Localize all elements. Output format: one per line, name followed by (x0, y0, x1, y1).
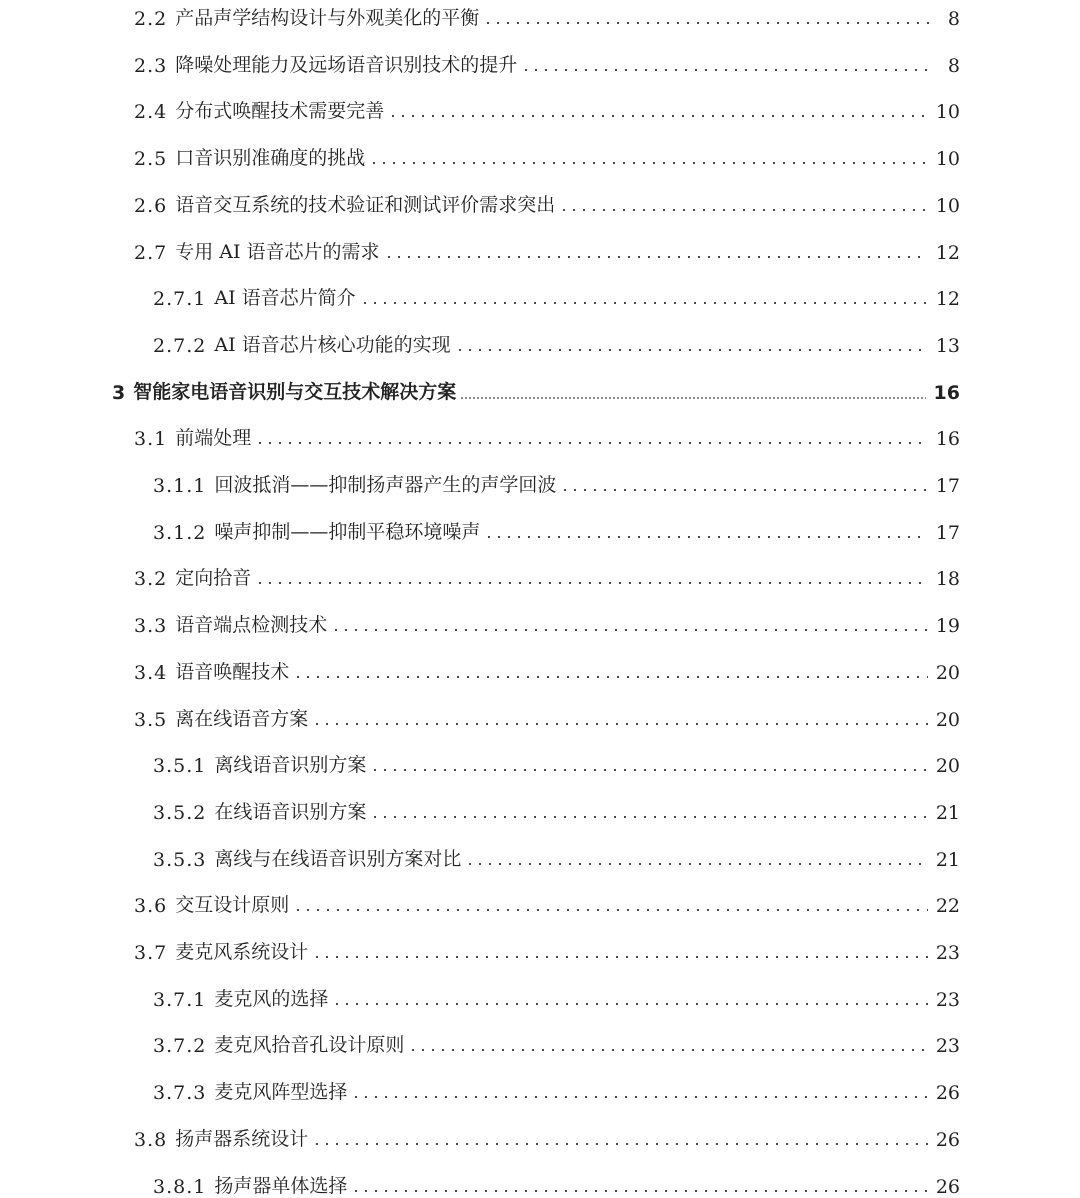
toc-entry-number: 3.1 (134, 428, 168, 451)
toc-entry-number: 3.6 (134, 895, 168, 918)
toc-dot-leader (370, 794, 927, 824)
toc-entry-number: 3.7.2 (153, 1035, 207, 1058)
toc-subsection-entry (153, 514, 960, 544)
toc-page-number: 23 (935, 988, 960, 1011)
toc-entry-number: 3.7.3 (153, 1082, 207, 1105)
toc-entry-number: 2.7.1 (153, 288, 207, 311)
toc-page-number: 12 (935, 241, 960, 264)
toc-entry-number: 2.7 (134, 241, 168, 264)
toc-dot-leader (360, 280, 928, 310)
toc-entry-number: 3.5.2 (153, 801, 207, 824)
toc-subsection-entry (153, 327, 960, 357)
toc-entry-number: 2.4 (134, 101, 168, 124)
toc-page-number: 18 (935, 568, 960, 591)
toc-entry-number: 3.5 (134, 708, 168, 731)
toc-entry-number: 3.5.1 (153, 755, 207, 778)
toc-entry-title: 交互设计原则 (175, 894, 290, 917)
toc-entry-title: 离线与在线语音识别方案对比 (214, 847, 462, 870)
toc-section-entry (134, 560, 960, 590)
toc-subsection-entry (153, 747, 960, 777)
toc-page-number: 10 (935, 194, 960, 217)
toc-page-number: 21 (935, 848, 960, 871)
toc-dot-leader (255, 420, 928, 450)
toc-dot-leader (332, 981, 927, 1011)
toc-subsection-entry (153, 1074, 960, 1104)
toc-entry-number: 3.4 (134, 661, 168, 684)
toc-dot-leader (312, 701, 928, 731)
toc-entry-number: 3 (112, 381, 126, 404)
toc-page-number: 16 (933, 381, 960, 404)
toc-dot-leader (460, 374, 925, 404)
toc-dot-leader (388, 93, 928, 123)
toc-entry-title: 定向拾音 (175, 567, 252, 590)
toc-entry-number: 2.7.2 (153, 334, 207, 357)
toc-section-entry (134, 887, 960, 917)
toc-entry-title: 离在线语音方案 (175, 707, 309, 730)
toc-entry-title: 麦克风拾音孔设计原则 (214, 1034, 405, 1057)
toc-dot-leader (521, 47, 930, 77)
toc-dot-leader (351, 1168, 927, 1198)
toc-entry-number: 2.3 (134, 54, 168, 77)
toc-subsection-entry (153, 981, 960, 1011)
toc-entry-title: 专用 AI 语音芯片的需求 (175, 240, 380, 263)
toc-dot-leader (331, 607, 928, 637)
toc-entry-title: 扬声器系统设计 (175, 1127, 309, 1150)
toc-dot-leader (484, 514, 927, 544)
toc-dot-leader (465, 841, 927, 871)
toc-page-number: 17 (935, 475, 960, 497)
toc-entry-title: 在线语音识别方案 (214, 800, 367, 823)
toc-entry-title: 语音交互系统的技术验证和测试评价需求突出 (175, 193, 556, 216)
toc-entry-title: 麦克风系统设计 (175, 941, 309, 963)
toc-entry-title: 分布式唤醒技术需要完善 (175, 100, 385, 123)
toc-page-number: 10 (935, 101, 960, 124)
toc-entry-title: 噪声抑制——抑制平稳环境噪声 (214, 520, 481, 543)
toc-entry-number: 3.3 (134, 615, 168, 638)
toc-section-entry (134, 47, 960, 77)
toc-entry-title: 前端处理 (175, 427, 252, 450)
toc-section-entry (134, 0, 960, 30)
toc-dot-leader (293, 887, 928, 917)
toc-entry-title: 语音唤醒技术 (175, 660, 290, 683)
toc-dot-leader (255, 560, 928, 590)
toc-dot-leader (351, 1074, 927, 1104)
toc-page-number: 13 (935, 334, 960, 357)
toc-page-number: 12 (935, 288, 960, 311)
toc-section-entry (134, 654, 960, 684)
toc-page-number: 26 (935, 1082, 960, 1105)
toc-entry-number: 2.2 (134, 8, 168, 30)
toc-page-number: 26 (935, 1128, 960, 1151)
toc-page-number: 26 (935, 1175, 960, 1198)
toc-dot-leader (312, 1121, 928, 1151)
toc-section-entry (134, 93, 960, 123)
toc-subsection-entry (153, 1027, 960, 1057)
toc-dot-leader (455, 327, 928, 357)
toc-entry-number: 3.8.1 (153, 1175, 207, 1198)
toc-page-number: 8 (947, 54, 960, 77)
toc-page-number: 23 (935, 1035, 960, 1058)
toc-entry-title: 降噪处理能力及远场语音识别技术的提升 (175, 53, 518, 76)
toc-page-number: 17 (935, 521, 960, 544)
toc-dot-leader (560, 467, 927, 497)
toc-dot-leader (370, 747, 927, 777)
toc-page-number: 21 (935, 801, 960, 824)
toc-section-entry (134, 140, 960, 170)
toc-dot-leader (369, 140, 928, 170)
toc-entry-number: 3.2 (134, 568, 168, 591)
toc-entry-title: 离线语音识别方案 (214, 754, 367, 777)
toc-dot-leader (384, 234, 928, 264)
toc-entry-number: 3.5.3 (153, 848, 207, 871)
toc-page-number: 20 (935, 708, 960, 731)
toc-section-entry (134, 187, 960, 217)
toc-entry-title: 产品声学结构设计与外观美化的平衡 (175, 7, 480, 29)
toc-page-number: 16 (935, 428, 960, 451)
toc-section-entry (134, 1121, 960, 1151)
toc-entry-number: 2.5 (134, 148, 168, 171)
toc-entry-number: 3.8 (134, 1128, 168, 1151)
toc-entry-title: 麦克风阵型选择 (214, 1081, 348, 1104)
toc-page-number: 23 (935, 942, 960, 964)
toc-page-number: 22 (935, 895, 960, 918)
toc-section-entry (134, 234, 960, 264)
toc-chapter-entry (112, 374, 960, 404)
toc-entry-number: 3.7 (134, 942, 168, 964)
toc-entry-title: 回波抵消——抑制扬声器产生的声学回波 (214, 474, 557, 496)
toc-page-number: 19 (935, 615, 960, 638)
toc-dot-leader (408, 1027, 927, 1057)
toc-page-number: 20 (935, 661, 960, 684)
toc-page-number: 10 (935, 148, 960, 171)
toc-entry-number: 3.1.1 (153, 475, 207, 497)
toc-dot-leader (483, 0, 930, 30)
toc-page-number: 20 (935, 755, 960, 778)
toc-section-entry (134, 934, 960, 964)
toc-section-entry (134, 607, 960, 637)
toc-subsection-entry (153, 467, 960, 497)
toc-entry-title: 扬声器单体选择 (214, 1174, 348, 1197)
toc-dot-leader (293, 654, 928, 684)
toc-entry-number: 3.7.1 (153, 988, 207, 1011)
toc-dot-leader (312, 934, 928, 964)
toc-subsection-entry (153, 280, 960, 310)
toc-subsection-entry (153, 1168, 960, 1198)
toc-subsection-entry (153, 841, 960, 871)
toc-entry-number: 3.1.2 (153, 521, 207, 544)
toc-entry-title: 口音识别准确度的挑战 (175, 147, 366, 170)
toc-entry-title: AI 语音芯片简介 (214, 287, 356, 310)
toc-page-number: 8 (947, 8, 960, 30)
toc-entry-title: AI 语音芯片核心功能的实现 (214, 333, 451, 356)
toc-subsection-entry (153, 794, 960, 824)
toc-section-entry (134, 420, 960, 450)
toc-dot-leader (559, 187, 928, 217)
toc-entry-number: 2.6 (134, 194, 168, 217)
toc-section-entry (134, 701, 960, 731)
toc-entry-title: 语音端点检测技术 (175, 614, 328, 637)
toc-entry-title: 麦克风的选择 (214, 987, 329, 1010)
toc-entry-title: 智能家电语音识别与交互技术解决方案 (133, 380, 457, 403)
